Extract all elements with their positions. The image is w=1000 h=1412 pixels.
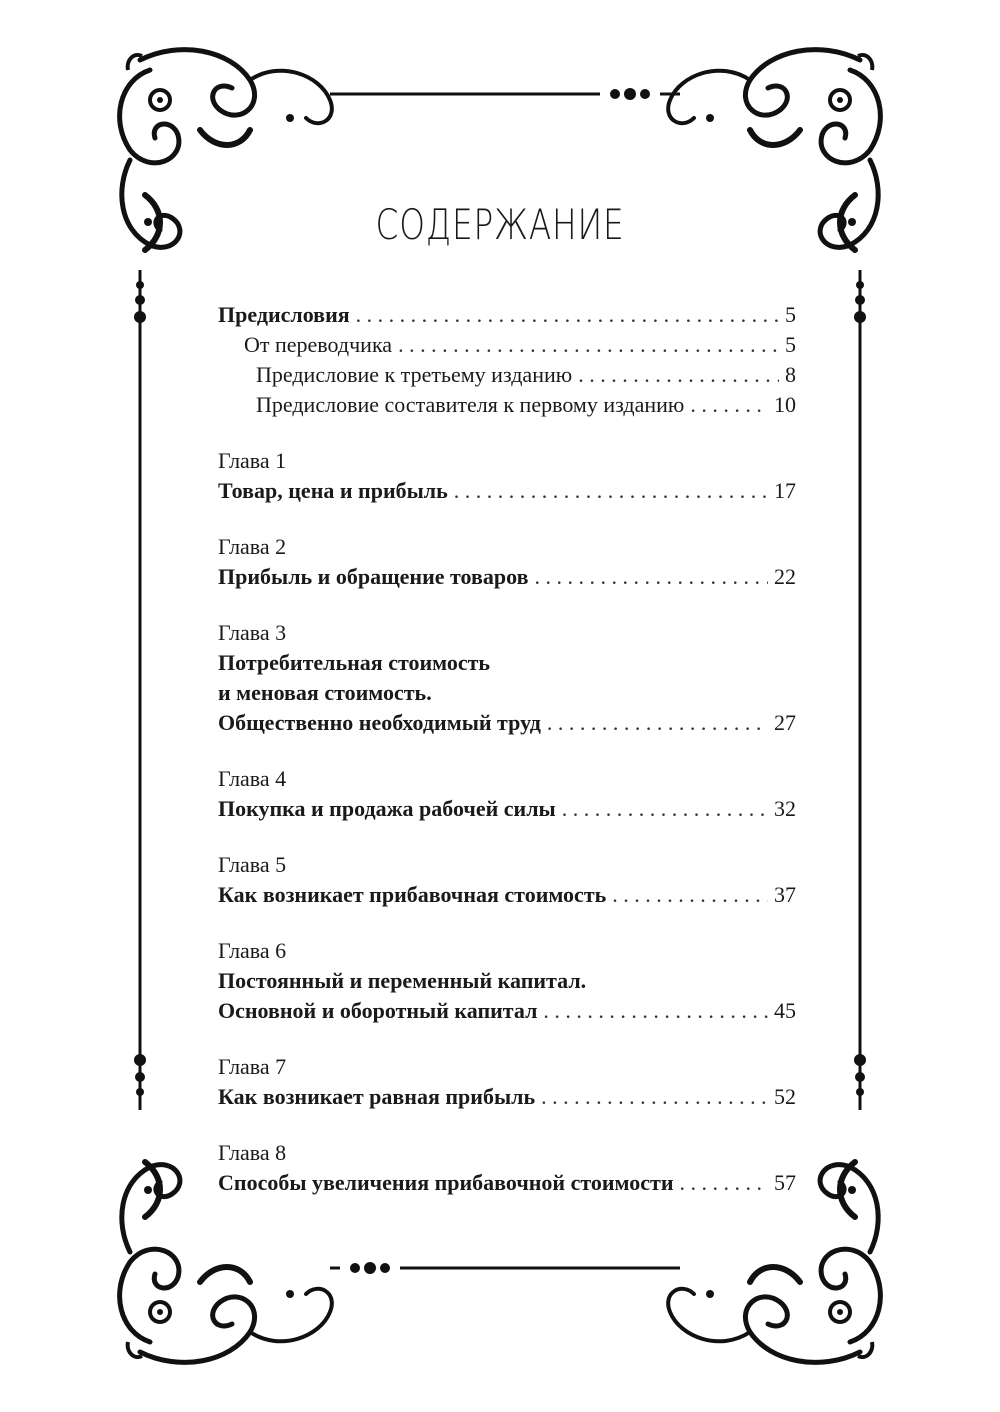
toc-entry-title: Предисловия (218, 302, 350, 327)
toc-page-number: 52 (774, 1084, 796, 1109)
toc-chapter-6[interactable] (218, 936, 796, 1026)
toc-page-number: 22 (774, 564, 796, 589)
toc-entry-prefaces[interactable] (218, 300, 796, 330)
table-of-contents (218, 300, 796, 1198)
toc-page-number: 17 (774, 478, 796, 503)
leader-dots (398, 330, 779, 360)
leader-dots (578, 360, 779, 390)
leader-dots (680, 1168, 768, 1198)
chapter-label: Глава 4 (218, 766, 287, 791)
chapter-title: Как возникает прибавочная стоимость (218, 882, 607, 907)
leader-dots (454, 476, 768, 506)
chapter-label: Глава 2 (218, 534, 287, 559)
toc-page-number: 27 (774, 710, 796, 735)
leader-dots (562, 794, 768, 824)
toc-entry-first-edition[interactable] (218, 390, 796, 420)
toc-chapter-1[interactable] (218, 446, 796, 506)
toc-entry-title: Предисловие к третьему изданию (256, 362, 573, 387)
chapter-label: Глава 5 (218, 852, 287, 877)
chapter-label: Глава 3 (218, 620, 287, 645)
toc-page-number: 5 (785, 332, 796, 357)
toc-page-number: 57 (774, 1170, 796, 1195)
toc-page-number: 32 (774, 796, 796, 821)
chapter-label: Глава 6 (218, 938, 287, 963)
chapter-title: Способы увеличения прибавочной стоимости (218, 1170, 674, 1195)
leader-dots (612, 880, 768, 910)
chapter-title: Покупка и продажа рабочей силы (218, 796, 556, 821)
chapter-title-line: Постоянный и переменный капитал. (218, 968, 587, 993)
toc-chapter-3[interactable] (218, 618, 796, 738)
leader-dots (534, 562, 768, 592)
toc-page-number: 45 (774, 998, 796, 1023)
toc-chapter-8[interactable] (218, 1138, 796, 1198)
chapter-title: Основной и оборотный капитал (218, 998, 538, 1023)
toc-chapter-5[interactable] (218, 850, 796, 910)
chapter-title: Как возникает равная прибыль (218, 1084, 536, 1109)
toc-chapter-4[interactable] (218, 764, 796, 824)
chapter-title-line: Потребительная стоимость (218, 650, 491, 675)
chapter-label: Глава 7 (218, 1054, 287, 1079)
leader-dots (541, 1082, 768, 1112)
chapter-title: Общественно необходимый труд (218, 710, 541, 735)
toc-entry-title: Предисловие составителя к первому изданию (256, 392, 685, 417)
toc-chapter-7[interactable] (218, 1052, 796, 1112)
toc-page-number: 10 (774, 392, 796, 417)
leader-dots (690, 390, 768, 420)
toc-chapter-2[interactable] (218, 532, 796, 592)
toc-page-number: 5 (785, 302, 796, 327)
toc-entry-translator[interactable] (218, 330, 796, 360)
chapter-label: Глава 8 (218, 1140, 287, 1165)
toc-entry-title: От переводчика (244, 332, 393, 357)
chapter-title: Прибыль и обращение товаров (218, 564, 529, 589)
leader-dots (547, 708, 768, 738)
toc-page-number: 8 (785, 362, 796, 387)
chapter-label: Глава 1 (218, 448, 287, 473)
leader-dots (543, 996, 768, 1026)
toc-entry-third-edition[interactable] (218, 360, 796, 390)
leader-dots (356, 300, 779, 330)
page-title: СОДЕРЖАНИЕ (375, 200, 625, 249)
chapter-title: Товар, цена и прибыль (218, 478, 448, 503)
chapter-title-line: и меновая стоимость. (218, 680, 432, 705)
toc-page-number: 37 (774, 882, 796, 907)
